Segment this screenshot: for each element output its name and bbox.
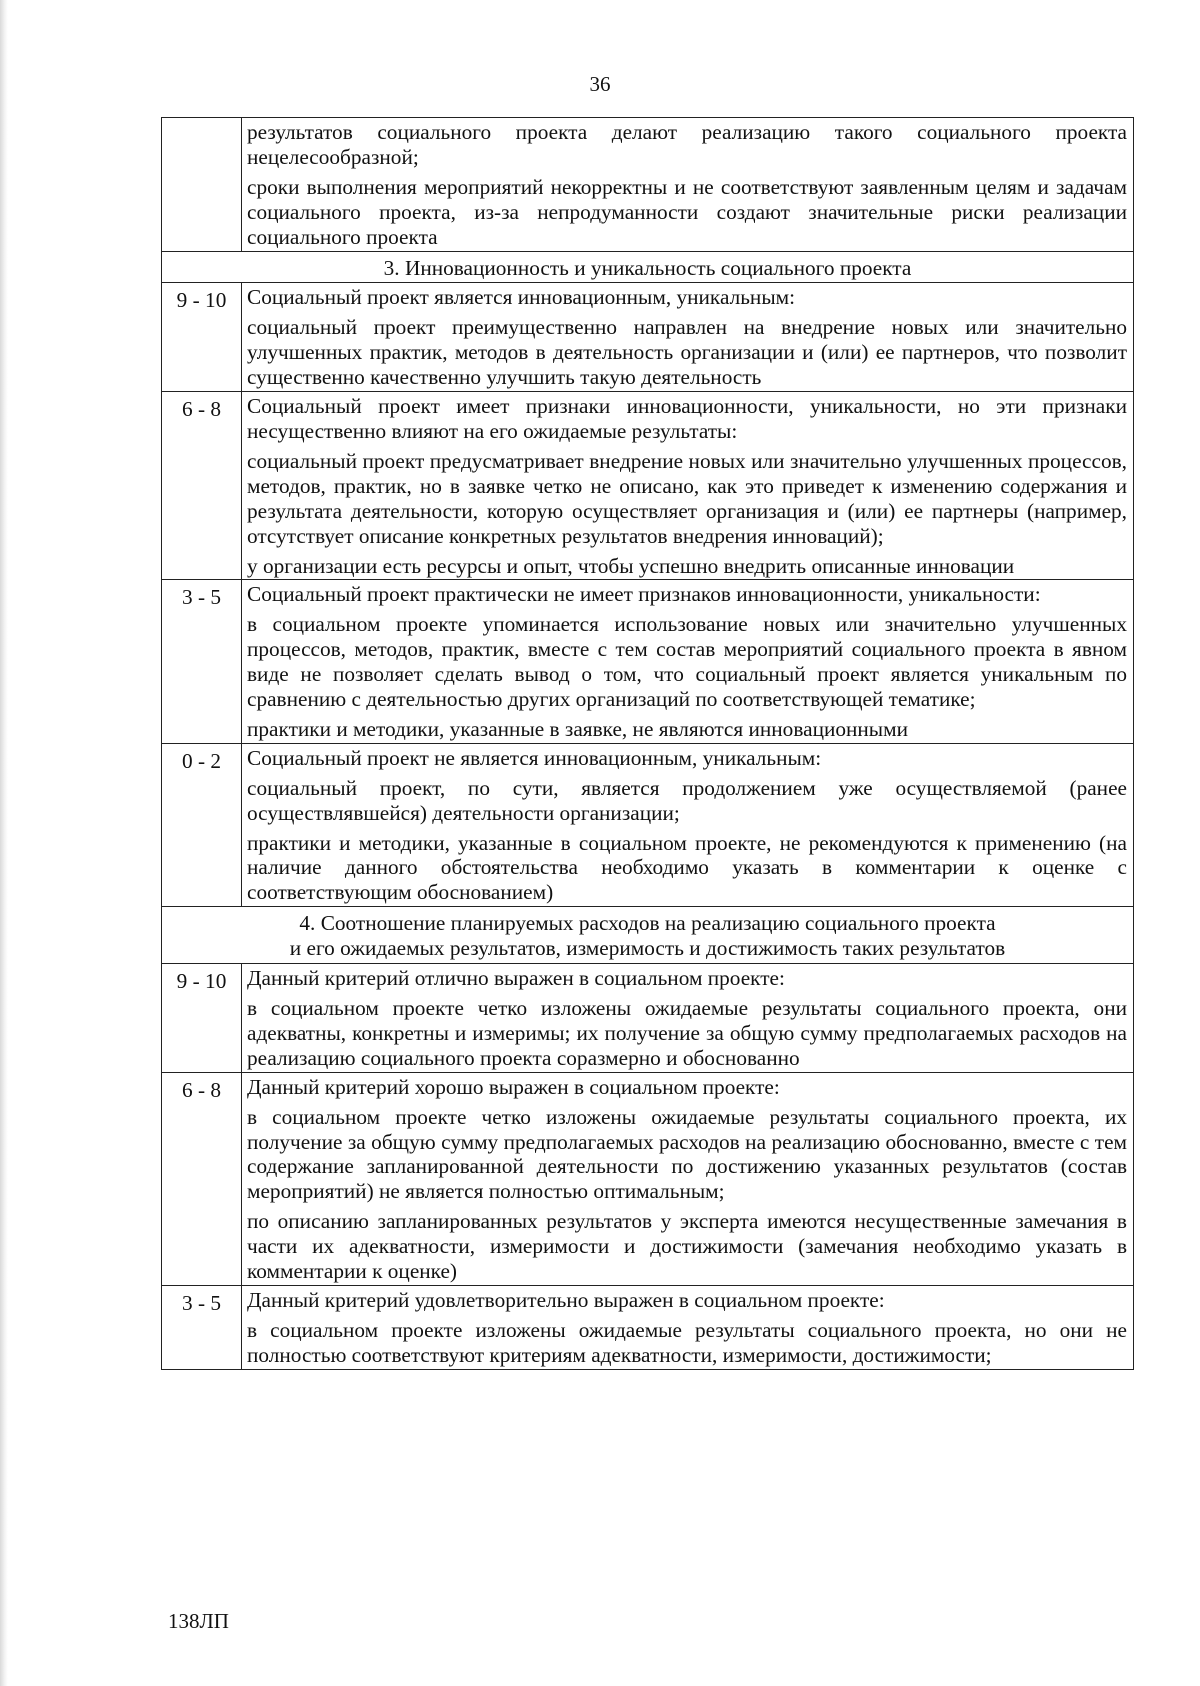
criterion-summary: Социальный проект является инновационным, уникальным: xyxy=(247,285,796,310)
criteria-table xyxy=(161,117,1134,1370)
section-heading xyxy=(162,907,1134,964)
criterion-row xyxy=(162,580,1134,743)
score-range: 9 - 10 xyxy=(162,964,242,1073)
criterion-detail: социальный проект предусматривает внедрение новых или значительно улучшенных процессов, методов, практик, но в заявке четко не описано, как это приведет к изменению содержания и результата деятельности, которую осуществляет организация и (или) ее партнеры (например, отсутствует описание конкретных результатов внедрения инноваций); xyxy=(247,448,1127,548)
section-heading-line: 3. Инновационность и уникальность социального проекта xyxy=(383,255,912,280)
section-header-row xyxy=(162,907,1134,964)
criterion-description xyxy=(242,1285,1134,1369)
criterion-description xyxy=(242,283,1134,392)
criterion-detail: практики и методики, указанные в социальном проекте, не рекомендуются к применению (на наличие данного обстоятельства необходимо указать в комментарии к оценке с соответствующим обоснованием) xyxy=(247,830,1127,905)
criterion-summary: Данный критерий хорошо выражен в социальном проекте: xyxy=(247,1074,780,1099)
criterion-row xyxy=(162,283,1134,392)
criterion-row xyxy=(162,964,1134,1073)
section-heading-line: 4. Соотношение планируемых расходов на реализацию социального проекта xyxy=(299,911,996,936)
criterion-detail: сроки выполнения мероприятий некорректны и не соответствуют заявленным целям и задачам социального проекта, из-за непродуманности создают значительные риски реализации социального проекта xyxy=(247,174,1127,249)
criterion-description xyxy=(242,580,1134,743)
criterion-detail: результатов социального проекта делают реализацию такого социального проекта нецелесообразной; xyxy=(247,120,1127,169)
section-heading-line: и его ожидаемых результатов, измеримость и достижимость таких результатов xyxy=(289,936,1006,961)
criterion-detail: в социальном проекте четко изложены ожидаемые результаты социального проекта, их получение за общую сумму предполагаемых расходов на реализацию обоснованно, вместе с тем содержание запланированной деятельности по достижению указанных результатов (состав мероприятий) не является полностью оптимальным; xyxy=(247,1104,1127,1204)
score-range: 3 - 5 xyxy=(162,1285,242,1369)
footer-code: 138ЛП xyxy=(168,1609,229,1633)
scan-edge xyxy=(0,0,8,1686)
criterion-description xyxy=(242,1072,1134,1285)
criterion-summary: Социальный проект практически не имеет признаков инновационности, уникальности: xyxy=(247,582,1041,607)
section-header-row xyxy=(162,251,1134,283)
criterion-description xyxy=(242,118,1134,252)
criterion-row xyxy=(162,1285,1134,1369)
page-number: 36 xyxy=(589,72,611,96)
score-range: 6 - 8 xyxy=(162,392,242,580)
criterion-row xyxy=(162,1072,1134,1285)
criterion-detail: социальный проект преимущественно направлен на внедрение новых или значительно улучшенных практик, методов в деятельность организации и (или) ее партнеров, что позволит существенно качественно улучшить такую деятельность xyxy=(247,315,1127,390)
section-heading xyxy=(162,251,1134,283)
criterion-detail: социальный проект, по сути, является продолжением уже осуществляемой (ранее осуществлявшейся) деятельности организации; xyxy=(247,775,1127,825)
continuation-row xyxy=(162,118,1134,252)
criterion-summary: Данный критерий отлично выражен в социальном проекте: xyxy=(247,966,785,991)
score-range: 9 - 10 xyxy=(162,283,242,392)
criterion-description xyxy=(242,964,1134,1073)
criterion-description xyxy=(242,743,1134,906)
criterion-detail: по описанию запланированных результатов у эксперта имеются несущественные замечания в части их адекватности, измеримости и достижимости (замечания необходимо указать в комментарии к оценке) xyxy=(247,1209,1127,1284)
criteria-table-body xyxy=(162,118,1134,1370)
criterion-summary: Социальный проект не является инновационным, уникальным: xyxy=(247,745,822,770)
criterion-detail: в социальном проекте упоминается использование новых или значительно улучшенных процессов, методов, практик, вместе с тем состав мероприятий социального проекта в явном виде не позволяет сделать вывод о том, что социальный проект является уникальным по сравнению с деятельностью других организаций по соответствующей тематике; xyxy=(247,612,1127,712)
criterion-description xyxy=(242,392,1134,580)
criterion-summary: Социальный проект имеет признаки инновационности, уникальности, но эти признаки несущественно влияют на его ожидаемые результаты: xyxy=(247,394,1127,443)
score-range: 6 - 8 xyxy=(162,1072,242,1285)
criterion-detail: в социальном проекте изложены ожидаемые результаты социального проекта, но они не полностью соответствуют критериям адекватности, измеримости, достижимости; xyxy=(247,1317,1127,1367)
criterion-detail: у организации есть ресурсы и опыт, чтобы успешно внедрить описанные инновации xyxy=(247,553,1015,578)
criterion-detail: в социальном проекте четко изложены ожидаемые результаты социального проекта, они адекватны, конкретны и измеримы; их получение за общую сумму предполагаемых расходов на реализацию социального проекта соразмерно и обоснованно xyxy=(247,996,1127,1070)
score-range: 0 - 2 xyxy=(162,743,242,906)
score-range: 3 - 5 xyxy=(162,580,242,743)
criterion-row xyxy=(162,743,1134,906)
score-range xyxy=(162,118,242,252)
criterion-summary: Данный критерий удовлетворительно выражен в социальном проекте: xyxy=(247,1287,885,1312)
criterion-row xyxy=(162,392,1134,580)
criterion-detail: практики и методики, указанные в заявке, не являются инновационными xyxy=(247,716,908,741)
